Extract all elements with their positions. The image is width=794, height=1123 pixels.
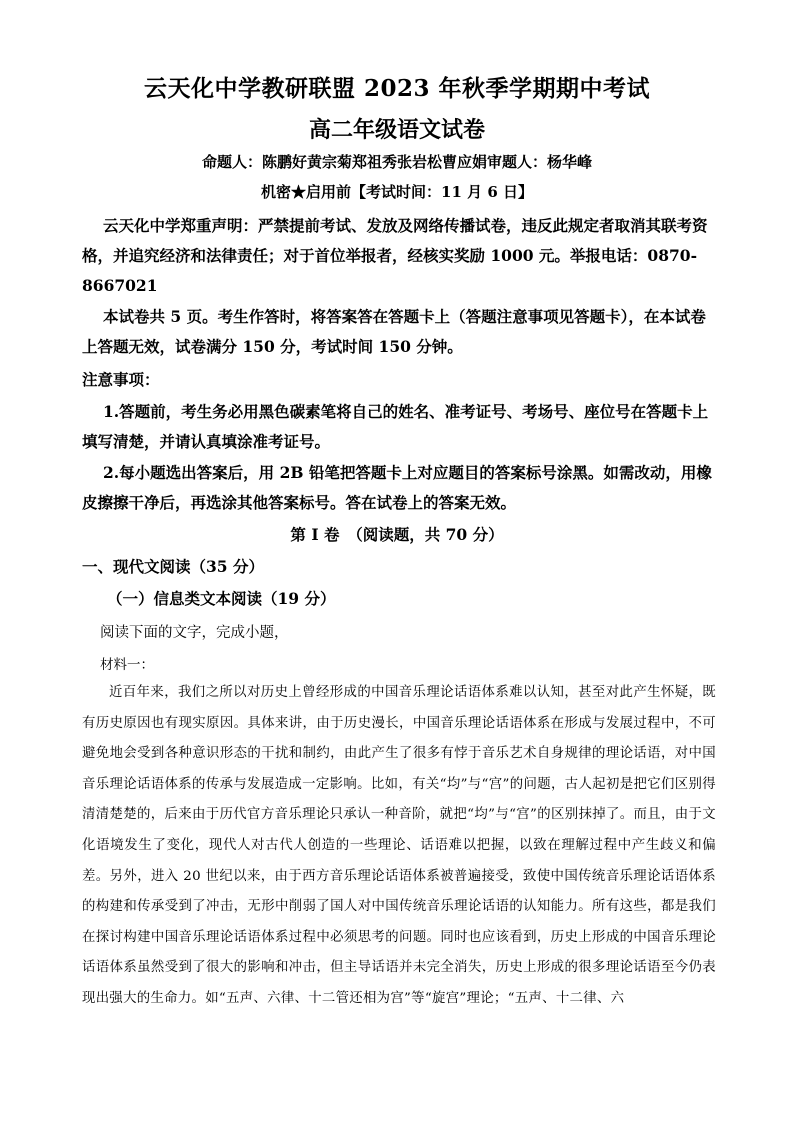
note-item-text: 1.答题前，考生务必用黑色碳素笔将自己的姓名、准考证号、考场号、座位号在答题卡上填写清楚，并请认真填涂准考证号。 [82,402,709,451]
subsection-heading: （一）信息类文本阅读（19 分） [107,589,336,608]
authors-line: 命题人：陈鹏好黄宗菊郑祖秀张岩松曹应娟审题人：杨华峰 [201,153,592,171]
note-item-text: 2.每小题选出答案后，用 2B 铅笔把答题卡上对应题目的答案标号涂黑。如需改动，用橡皮擦擦干净后，再选涂其他答案标号。答在试卷上的答案无效。 [82,463,712,512]
statement-paragraph [82,211,718,301]
note-item [82,458,718,518]
exam-info-text: 本试卷共 5 页。考生作答时，将答案答在答题卡上（答题注意事项见答题卡），在本试卷上答题无效，试卷满分 150 分，考试时间 150 分钟。 [82,307,706,356]
article-paragraph: 近百年来，我们之所以对历史上曾经形成的中国音乐理论话语体系难以认知，甚至对此产生怀疑，既有历史原因也有现实原因。具体来讲，由于历史漫长，中国音乐理论话语体系在形成与发展过程中，不可避免地会受到各种意识形态的干扰和制约，由此产生了很多有悖于音乐艺术自身规律的理论话语，对中国音乐理论话语体系的传承与发展造成一定影响。比如，有关“均”与“宫”的问题，古人起初是把它们区别得清清楚楚的，后来由于历代官方音乐理论只承认一种音阶，就把“均”与“宫”的区别抹掉了。而且，由于文化语境发生了变化，现代人对古代人创造的一些理论、话语难以把握，以致在理解过程中产生歧义和偏差。另外，进入 20 世纪以来，由于西方音乐理论话语体系被普遍接受，致使中国传统音乐理论话语体系的构建和传承受到了冲击，无形中削弱了国人对中国传统音乐理论话语的认知能力。所有这些，都是我们在探讨构建中国音乐理论话语体系过程中必须思考的问题。同时也应该看到，历史上形成的中国音乐理论话语体系虽然受到了很大的影响和冲击，但主导话语并未完全消失，历史上形成的很多理论话语至今仍表现出强大的生命力。如“五声、六律、十二管还相为宫”等“旋宫”理论；“五声、十二律、六 [82,685,716,1006]
exam-subtitle: 高二年级语文试卷 [308,117,485,143]
section-heading: 一、现代文阅读（35 分） [82,557,264,576]
notes-title: 注意事项： [82,370,160,389]
reading-instruction: 阅读下面的文字，完成小题， [100,625,289,641]
material-label: 材料一： [100,657,154,673]
exam-title: 云天化中学教研联盟 2023 年秋季学期期中考试 [143,75,651,102]
part-heading: 第 I 卷 （阅读题，共 70 分） [290,525,504,544]
note-item [82,397,718,457]
secret-line: 机密★启用前【考试时间：11 月 6 日】 [261,183,533,201]
statement-text: 云天化中学郑重声明：严禁提前考试、发放及网络传播试卷，违反此规定者取消其联考资格，并追究经济和法律责任；对于首位举报者，经核实奖励 1000 元。举报电话：0870-8667021 [82,216,708,295]
exam-info-paragraph [82,302,718,362]
